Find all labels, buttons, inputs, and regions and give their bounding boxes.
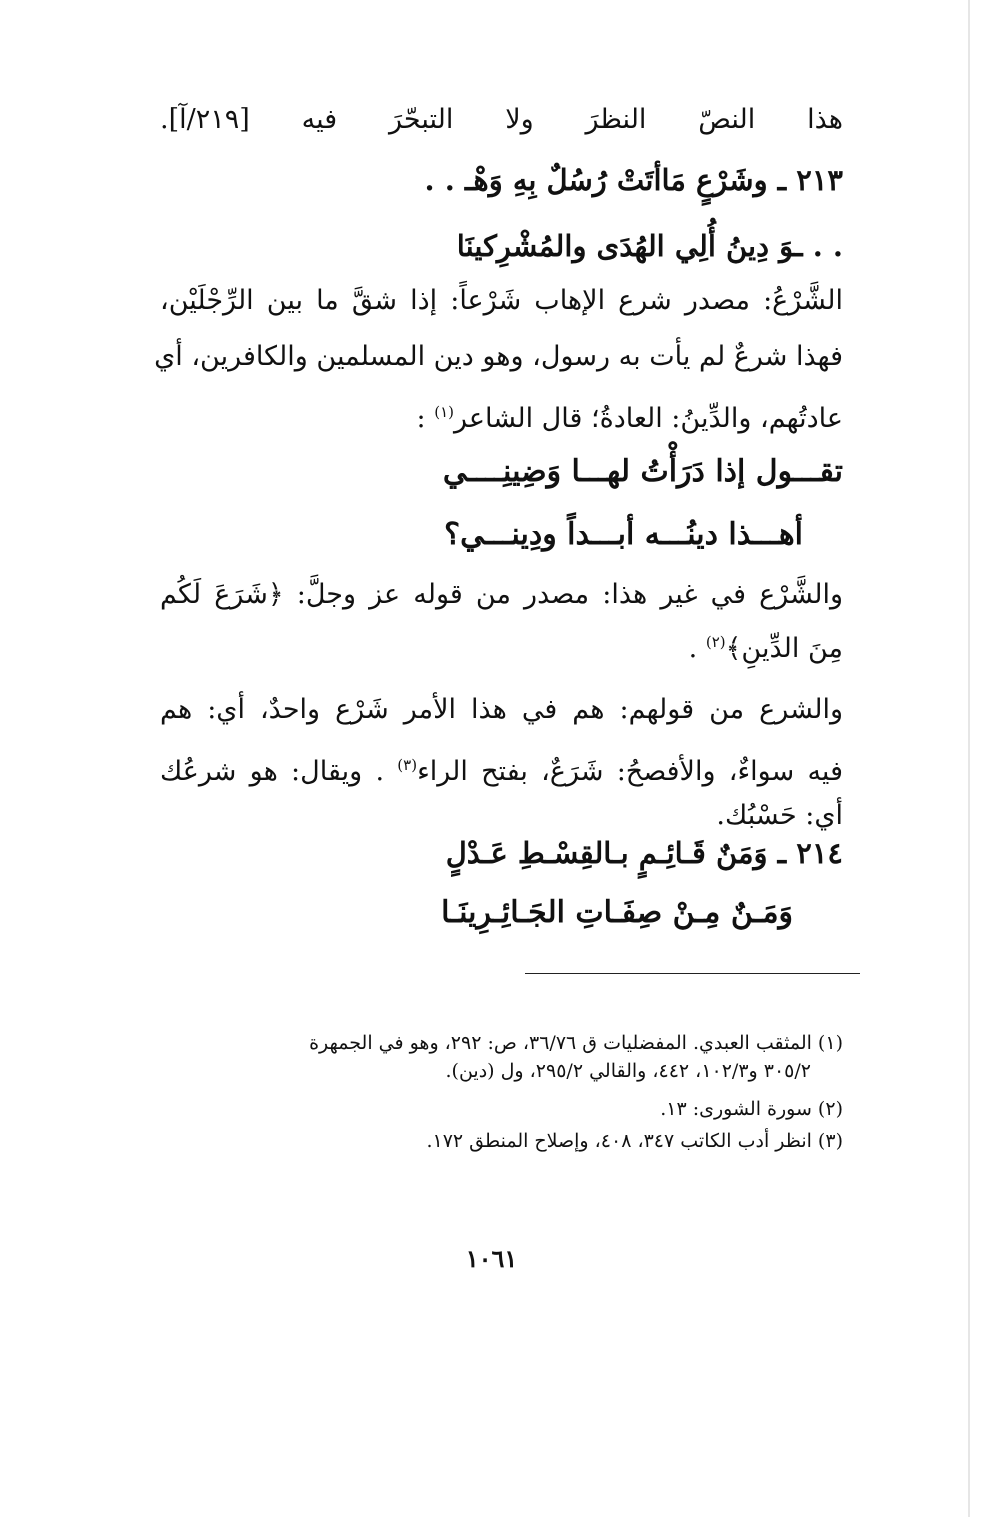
footnote-divider xyxy=(525,973,860,974)
commentary-213-line-3-text: عادتُهم، والدِّينُ: العادةُ؛ قال الشاعر xyxy=(454,403,843,434)
commentary-213-line-3 xyxy=(417,392,843,439)
page-number: ١٠٦١ xyxy=(465,1244,518,1273)
shar-line-2-end: . xyxy=(688,633,698,664)
commentary-213-line-1: الشَّرْعُ: مصدر شرع الإهاب شَرْعاً: إذا شقَّ ما بين الرِّجْلَيْن، xyxy=(160,285,843,316)
commentary-213-line-2: فهذا شرعٌ لم يأت به رسول، وهو دين المسلمين والكافرين، أي xyxy=(154,341,843,372)
footnote-3: (٣) انظر أدب الكاتب ٣٤٧، ٤٠٨، وإصلاح المنطق ١٧٢. xyxy=(426,1130,843,1152)
shar-line-2 xyxy=(689,622,843,669)
usage-line-1: والشرع من قولهم: هم في هذا الأمر شَرْع واحدٌ، أي: هم xyxy=(160,694,843,725)
usage-line-2 xyxy=(160,745,843,792)
footnote-2: (٢) سورة الشورى: ١٣. xyxy=(660,1098,843,1120)
usage-line-2-text: فيه سواءٌ، والأفصحُ: شَرَعٌ، بفتح الراء xyxy=(417,756,843,787)
verse-213-second-hemistich: . . ـوَ دِينُ أُلِي الهُدَى والمُشْرِكينَا xyxy=(456,229,843,263)
shar-line-1: والشَّرْع في غير هذا: مصدر من قوله عز وجلَّ: ﴿شَرَعَ لَكُم xyxy=(160,579,843,610)
poem-second-hemistich: أهـــذا دينُـــه أبـــداً ودِينـــي؟ xyxy=(444,517,803,552)
verse-213-first-hemistich: ٢١٣ ـ وشَرْعٍ مَاأتَتْ رُسُلٌ بِهِ وَهْـ . . xyxy=(424,163,843,197)
footnote-ref-2: (٢) xyxy=(705,633,726,651)
footnote-1-line-2: ٣٠٥/٢ و١٠٢/٣، ٤٤٢، والقالي ٢٩٥/٢، ول (دين). xyxy=(445,1060,811,1082)
usage-line-2-end: . ويقال: هو شرعُك xyxy=(160,756,385,787)
shar-line-2-text: مِنَ الدِّينِ﴾ xyxy=(725,633,843,664)
commentary-213-line-3-end: : xyxy=(416,403,426,434)
usage-line-3: أي: حَسْبُك. xyxy=(716,800,843,831)
scan-edge-mark xyxy=(968,0,970,1517)
footnote-ref-1: (١) xyxy=(434,403,455,421)
verse-214-first-hemistich: ٢١٤ ـ وَمَنٌ قَـائِـمٍ بـالقِسْـطِ عَـدْلٍ xyxy=(445,836,843,870)
verse-214-second-hemistich: وَمَـنٌ مِـنْ صِفَـاتِ الجَـائِـرِينَـا xyxy=(441,895,793,930)
footnote-1-line-1: (١) المثقب العبدي. المفضليات ق ٣٦/٧٦، ص: ٢٩٢، وهو في الجمهرة xyxy=(309,1032,843,1054)
poem-first-hemistich: تقـــول إذا دَرَأْتُ لهـــا وَضِينِــــي xyxy=(442,454,843,489)
intro-line: هذا النصّ النظرَ ولا التبحّرَ فيه [٢١٩/آ]. xyxy=(160,104,843,135)
footnote-ref-3: (٣) xyxy=(397,756,418,774)
